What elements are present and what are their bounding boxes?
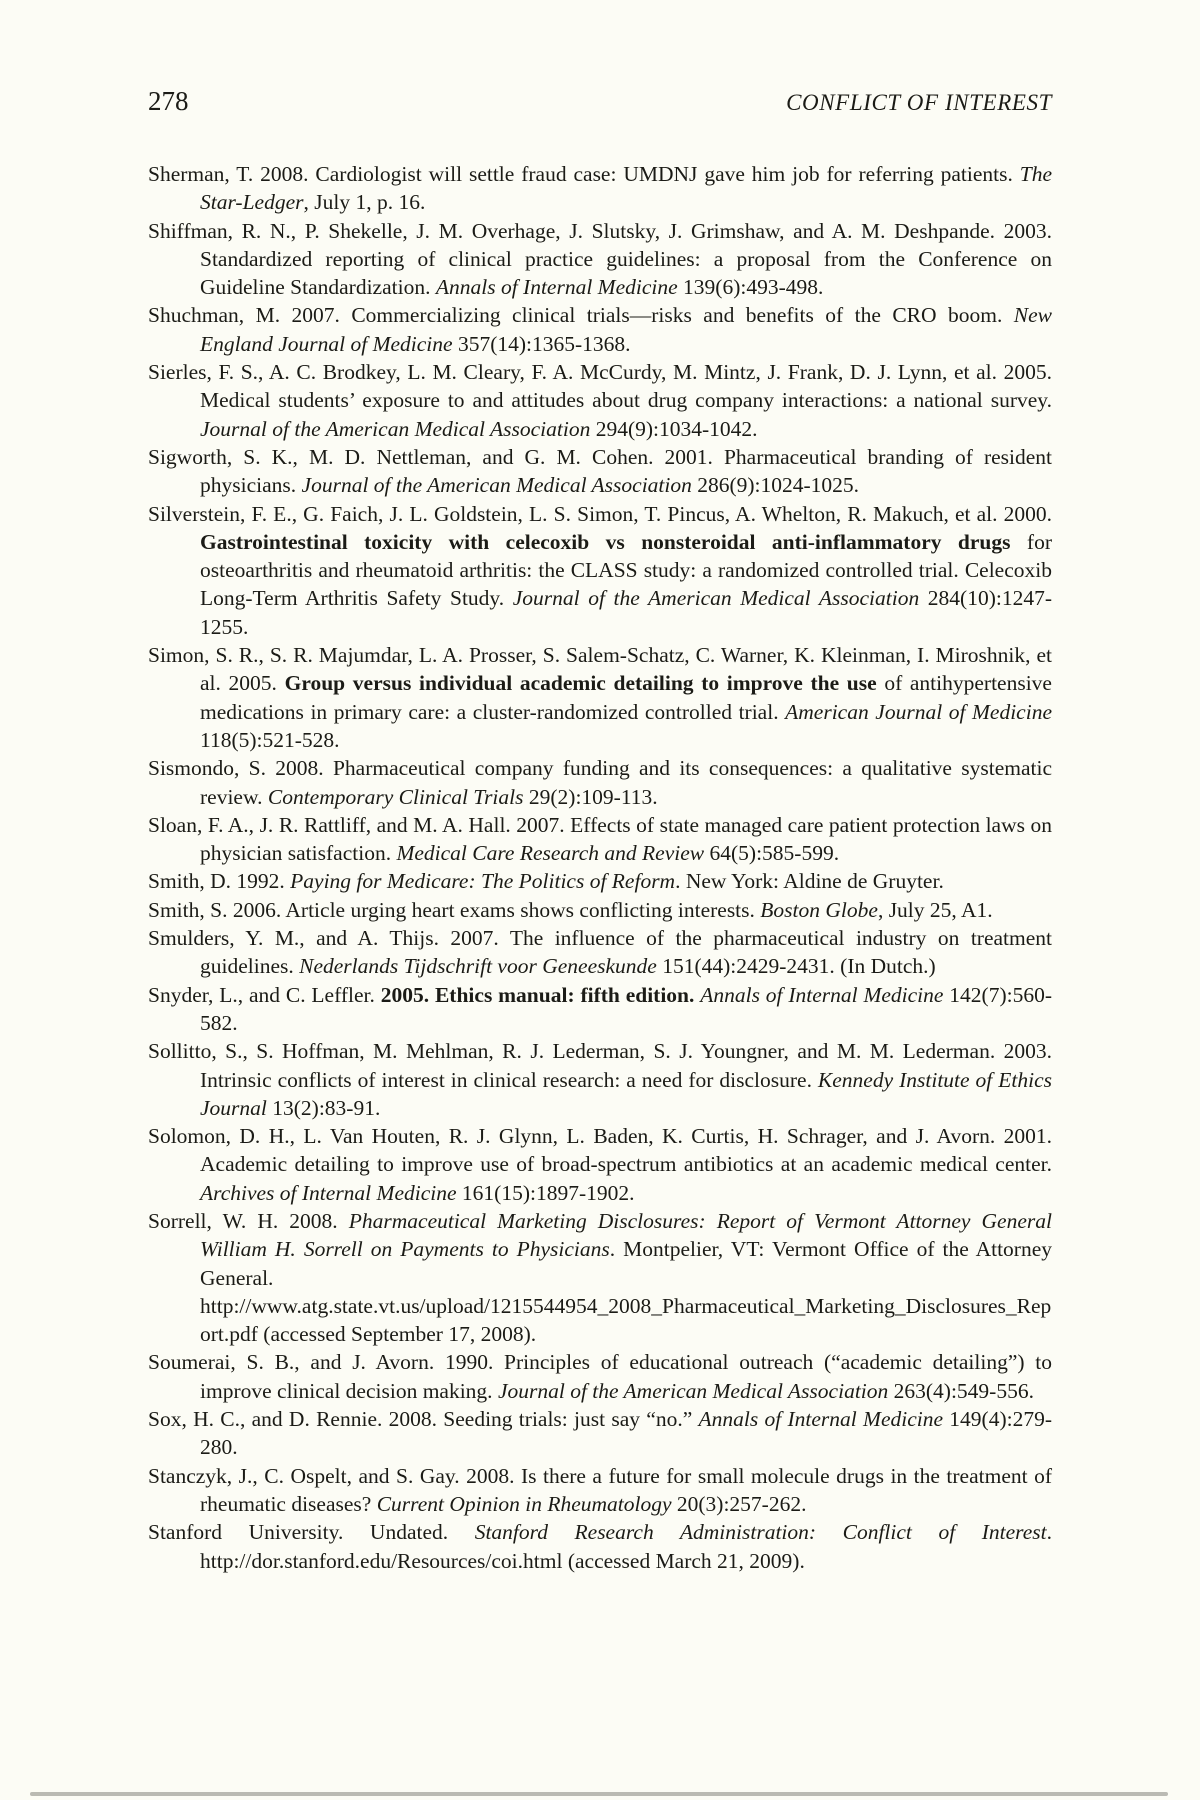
reference-segment-italic: New England Journal of Medicine: [200, 303, 1052, 356]
reference-entry: [148, 1518, 1052, 1575]
reference-segment-regular: 118(5):521-528.: [200, 727, 340, 752]
reference-segment-regular: Sismondo, S. 2008. Pharmaceutical company funding and its consequences: a qualitative systematic review.: [148, 756, 1052, 809]
reference-segment-regular: Shiffman, R. N., P. Shekelle, J. M. Overhage, J. Slutsky, J. Grimshaw, and A. M. Deshpande. 2003. Standardized reporting of clinical practice guidelines: a proposal from the Conference on Guideline Standardization.: [148, 218, 1052, 300]
reference-segment-italic: Journal of the American Medical Association: [512, 586, 920, 611]
reference-segment-italic: Paying for Medicare: The Politics of Reform: [290, 869, 676, 894]
reference-segment-regular: 64(5):585-599.: [704, 841, 840, 866]
reference-segment-regular: Shuchman, M. 2007. Commercializing clinical trials—risks and benefits of the CRO boom.: [148, 303, 1014, 328]
reference-segment-italic: Stanford Research Administration: Conflict of Interest: [474, 1520, 1047, 1545]
reference-segment-italic: Kennedy Institute of Ethics Journal: [200, 1067, 1052, 1120]
reference-segment-regular: Smith, S. 2006. Article urging heart exams shows conflicting interests.: [148, 897, 761, 922]
reference-segment-bold: Group versus individual academic detailing to improve the use: [284, 671, 877, 696]
reference-entry: [148, 1122, 1052, 1207]
reference-segment-regular: 151(44):2429-2431. (In Dutch.): [656, 954, 936, 979]
reference-entry: [148, 1462, 1052, 1519]
reference-segment-regular: Sierles, F. S., A. C. Brodkey, L. M. Cleary, F. A. McCurdy, M. Mintz, J. Frank, D. J. Lynn, et al. 2005. Medical students’ exposure to and attitudes about drug company interactions: a national survey.: [148, 360, 1052, 413]
reference-entry: [148, 358, 1052, 443]
reference-segment-italic: Journal of the American Medical Association: [200, 416, 591, 441]
reference-segment-regular: 20(3):257-262.: [671, 1491, 807, 1516]
reference-segment-regular: 149(4):279-280.: [200, 1407, 1052, 1460]
reference-segment-regular: Solomon, D. H., L. Van Houten, R. J. Glynn, L. Baden, K. Curtis, H. Schrager, and J. Avorn. 2001. Academic detailing to improve use of broad-spectrum antibiotics at an academic medical center.: [148, 1124, 1052, 1177]
reference-segment-bold: Gastrointestinal toxicity with celecoxib vs nonsteroidal anti-inflammatory drugs: [200, 529, 1011, 554]
scan-artifact-line: [30, 1792, 1168, 1796]
reference-segment-italic: Journal of the American Medical Association: [497, 1378, 889, 1403]
reference-segment-regular: 294(9):1034-1042.: [590, 416, 758, 441]
reference-segment-italic: Medical Care Research and Review: [396, 841, 705, 866]
reference-segment-regular: Sollitto, S., S. Hoffman, M. Mehlman, R. J. Lederman, S. J. Youngner, and M. M. Lederman. 2003. Intrinsic conflicts of interest in clinical research: a need for disclosure.: [148, 1039, 1052, 1092]
reference-segment-italic: Archives of Internal Medicine: [200, 1180, 457, 1205]
reference-segment-italic: Contemporary Clinical Trials: [267, 784, 524, 809]
reference-segment-regular: Soumerai, S. B., and J. Avorn. 1990. Principles of educational outreach (“academic detailing”) to improve clinical decision making.: [148, 1350, 1052, 1403]
reference-segment-regular: Stanford University. Undated.: [148, 1520, 475, 1545]
reference-entry: [148, 811, 1052, 868]
reference-entry: [148, 1207, 1052, 1348]
reference-entry: [148, 500, 1052, 641]
reference-segment-italic: Pharmaceutical Marketing Disclosures: Report of Vermont Attorney General William H. Sorrell on Payments to Physicians: [200, 1208, 1052, 1262]
reference-segment-regular: , July 25, A1.: [877, 897, 993, 922]
running-head: CONFLICT OF INTEREST: [786, 90, 1052, 115]
reference-entry: [148, 160, 1052, 217]
reference-segment-regular: Sherman, T. 2008. Cardiologist will settle fraud case: UMDNJ gave him job for referring patients.: [148, 162, 1020, 186]
reference-entry: [148, 867, 1052, 895]
reference-entry: [148, 1037, 1052, 1122]
reference-segment-regular: Smulders, Y. M., and A. Thijs. 2007. The influence of the pharmaceutical industry on treatment guidelines.: [148, 926, 1052, 979]
reference-segment-regular: 286(9):1024-1025.: [691, 473, 860, 498]
reference-segment-italic: Annals of Internal Medicine: [700, 982, 944, 1007]
reference-segment-italic: Annals of Internal Medicine: [698, 1407, 944, 1432]
reference-segment-italic: Nederlands Tijdschrift voor Geneeskunde: [299, 954, 657, 979]
reference-segment-regular: Sox, H. C., and D. Rennie. 2008. Seeding trials: just say “no.”: [148, 1407, 699, 1432]
reference-segment-italic: American Journal of Medicine: [785, 699, 1052, 724]
reference-entry: [148, 924, 1052, 981]
reference-segment-regular: . http://dor.stanford.edu/Resources/coi.html (accessed March 21, 2009).: [200, 1520, 1052, 1573]
reference-entry: [148, 217, 1052, 302]
page-number: 278: [148, 86, 189, 116]
reference-segment-italic: Annals of Internal Medicine: [435, 275, 678, 300]
reference-segment-italic: Current Opinion in Rheumatology: [376, 1491, 672, 1516]
reference-entry: [148, 1405, 1052, 1462]
references-list: [148, 160, 1052, 1575]
reference-segment-italic: The Star-Ledger: [200, 162, 1052, 215]
reference-segment-regular: 263(4):549-556.: [888, 1378, 1034, 1403]
reference-segment-italic: Journal of the American Medical Association: [301, 473, 692, 498]
reference-segment-regular: . New York: Aldine de Gruyter.: [675, 869, 944, 894]
reference-segment-regular: , July 1, p. 16.: [303, 190, 426, 215]
reference-segment-regular: 29(2):109-113.: [523, 784, 658, 809]
reference-segment-regular: for osteoarthritis and rheumatoid arthritis: the CLASS study: a randomized controlled trial. Celecoxib Long-Term Arthritis Safety Study.: [200, 529, 1052, 611]
reference-segment-regular: of antihypertensive medications in primary care: a cluster-randomized controlled trial.: [200, 671, 1052, 724]
reference-segment-regular: . Montpelier, VT: Vermont Office of the Attorney General. http://www.atg.state.vt.us/upload/1215544954_2008_Pharmaceutical_Marketing_Disclosures_Report.pdf (accessed September 17, 2008).: [200, 1237, 1052, 1347]
reference-segment-regular: Silverstein, F. E., G. Faich, J. L. Goldstein, L. S. Simon, T. Pincus, A. Whelton, R. Makuch, et al. 2000.: [148, 501, 1052, 526]
reference-entry: [148, 1348, 1052, 1405]
reference-segment-regular: 139(6):493-498.: [677, 275, 824, 300]
reference-segment-regular: Snyder, L., and C. Leffler.: [148, 982, 381, 1007]
reference-segment-italic: Boston Globe: [760, 897, 878, 922]
page-header: [148, 86, 1052, 117]
reference-segment-regular: Simon, S. R., S. R. Majumdar, L. A. Prosser, S. Salem-Schatz, C. Warner, K. Kleinman, I. Miroshnik, et al. 2005.: [148, 643, 1052, 696]
reference-segment-regular: 284(10):1247-1255.: [200, 586, 1053, 639]
reference-segment-regular: Sloan, F. A., J. R. Rattliff, and M. A. Hall. 2007. Effects of state managed care patient protection laws on physician satisfaction.: [148, 812, 1052, 866]
reference-entry: [148, 641, 1052, 754]
reference-entry: [148, 301, 1052, 358]
reference-segment-regular: 357(14):1365-1368.: [452, 331, 631, 356]
reference-segment-regular: Smith, D. 1992.: [148, 869, 291, 894]
reference-segment-regular: 142(7):560-582.: [200, 982, 1052, 1035]
reference-segment-regular: Sigworth, S. K., M. D. Nettleman, and G. M. Cohen. 2001. Pharmaceutical branding of resident physicians.: [148, 444, 1052, 498]
reference-segment-bold: 2005. Ethics manual: fifth edition.: [380, 982, 695, 1007]
reference-segment-regular: Stanczyk, J., C. Ospelt, and S. Gay. 2008. Is there a future for small molecule drugs in the treatment of rheumatic diseases?: [148, 1463, 1052, 1516]
reference-entry: [148, 754, 1052, 811]
reference-segment-regular: Sorrell, W. H. 2008.: [148, 1208, 349, 1233]
reference-entry: [148, 443, 1052, 500]
reference-entry: [148, 981, 1052, 1038]
reference-segment-regular: 161(15):1897-1902.: [456, 1180, 635, 1205]
reference-entry: [148, 896, 1052, 924]
reference-segment-regular: 13(2):83-91.: [266, 1095, 381, 1120]
